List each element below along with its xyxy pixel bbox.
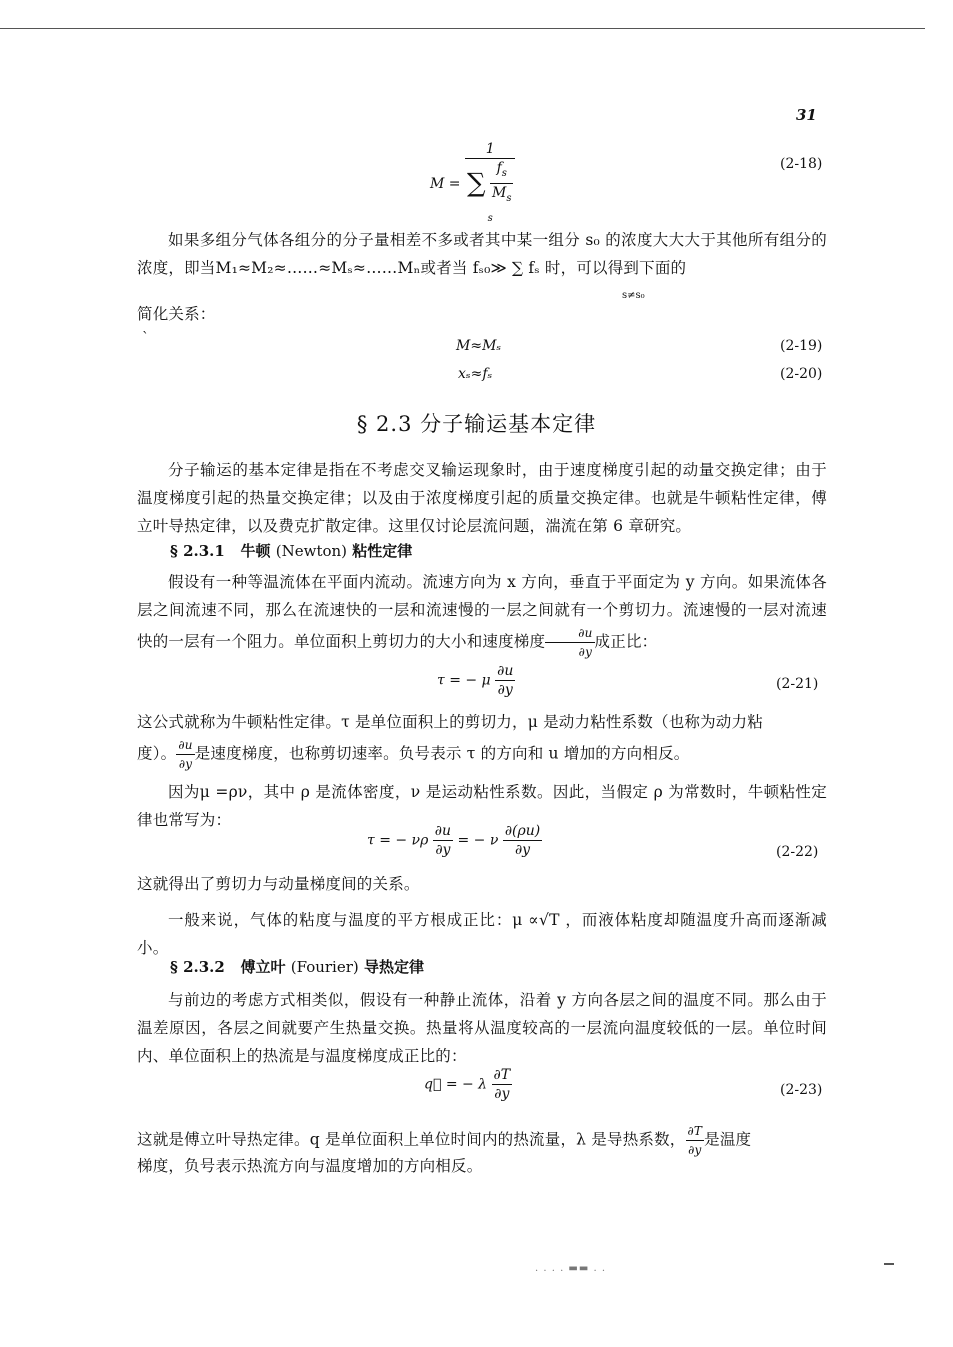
eq-2-18-fraction xyxy=(465,140,516,228)
paragraph-1-end: 简化关系： xyxy=(137,305,216,323)
section-title: § 2.3 分子输运基本定律 xyxy=(356,412,597,436)
subsection-2-3-2: § 2.3.2 傅立叶 (Fourier) 导热定律 xyxy=(170,958,424,976)
eq-2-20-number: (2-20) xyxy=(780,366,823,382)
paragraph-4a: 这公式就称为牛顿粘性定律。τ 是单位面积上的剪切力，μ 是动力粘性系数（也称为动力粘 xyxy=(137,713,763,731)
eq-2-23-number: (2-23) xyxy=(780,1082,823,1098)
paragraph-5: 因为μ =ρν，其中 ρ 是流体密度，ν 是运动粘性系数。因此，当假定 ρ 为常数时，牛顿粘性定律也常写为： xyxy=(137,783,827,829)
paragraph-6: 这就得出了剪切力与动量梯度间的关系。 xyxy=(137,875,420,893)
paragraph-4b: 度）。 $\frac{\partial u}{\partial y}$ 是速度梯度，也称剪切速率。负号表示 τ 的方向和 u 增加的方向相反。 xyxy=(137,738,690,771)
velocity-gradient-fraction: $\frac{\partial u}{\partial y}$ xyxy=(545,624,594,661)
scan-dash xyxy=(884,1263,894,1265)
paragraph-8: 与前边的考虑方式相类似，假设有一种静止流体，沿着 y 方向各层之间的温度不同。那么由于温差原因，各层之间就要产生热量交换。热量将从温度较高的一层流向温度较低的一层。单位时间内、单位面积上的热流是与温度梯度成正比的： xyxy=(137,991,827,1065)
scan-marks: . . . . ▬▬ . . xyxy=(535,1263,607,1274)
paragraph-1-sum-index: s≠s₀ xyxy=(622,290,645,301)
paragraph-2: 分子输运的基本定律是指在不考虑交叉输运现象时，由于速度梯度引起的动量交换定律；由于温度梯度引起的热量交换定律；以及由于浓度梯度引起的质量交换定律。也就是牛顿粘性定律，傅立叶导热定律，以及费克扩散定律。这里仅讨论层流问题，湍流在第 6 章研究。 xyxy=(137,461,827,535)
subsection-2-3-1: § 2.3.1 牛顿 (Newton) 粘性定律 xyxy=(170,542,413,560)
paragraph-7: 一般来说，气体的粘度与温度的平方根成正比：μ ∝√T ，而液体粘度却随温度升高而逐渐减小。 xyxy=(137,911,827,957)
scan-dot: ` xyxy=(142,330,149,346)
eq-2-18-lhs: M = xyxy=(430,175,461,192)
eq-2-18-inner-fraction: $\frac{f_s}{M_s}$ xyxy=(491,160,512,204)
paragraph-9c: 梯度，负号表示热流方向与温度增加的方向相反。 xyxy=(137,1157,483,1175)
eq-2-22-number: (2-22) xyxy=(776,844,819,860)
sum-index: s xyxy=(487,212,493,224)
sum-symbol: ∑ xyxy=(466,168,486,199)
eq-2-20-text: xₛ≈fₛ xyxy=(458,366,493,382)
paragraph-1 xyxy=(137,226,827,282)
paragraph-3: 假设有一种等温流体在平面内流动。流速方向为 x 方向，垂直于平面定为 y 方向。如果流体各层之间流速不同，那么在流速快的一层和流速慢的一层之间就有一个剪切力。流速慢的一层对流速快的一层有一个阻力。单位面积上剪切力的大小和速度梯度 $\frac{\partial u}{\partial y}$ 成正比： xyxy=(137,573,827,659)
eq-2-21-number: (2-21) xyxy=(776,676,819,692)
top-rule xyxy=(0,28,925,29)
paragraph-1-text: 如果多组分气体各组分的分子量相差不多或者其中某一组分 s₀ 的浓度大大大于其他所有组分的浓度，即当M₁≈M₂≈……≈Mₛ≈……Mₙ或者当 fₛ₀≫ ∑ fₛ 时，可以得到下面的 xyxy=(137,231,827,277)
eq-2-18-numerator: 1 xyxy=(465,140,516,159)
page-number: 31 xyxy=(796,106,817,124)
paragraph-9a: 这就是傅立叶导热定律。q 是单位面积上单位时间内的热流量，λ 是导热系数， $\frac{\partial T}{\partial y}$ 是温度 xyxy=(137,1124,752,1157)
eq-2-19-number: (2-19) xyxy=(780,338,823,354)
eq-2-19-text: M≈Mₛ xyxy=(456,338,502,354)
eq-2-18-number: (2-18) xyxy=(780,156,823,172)
